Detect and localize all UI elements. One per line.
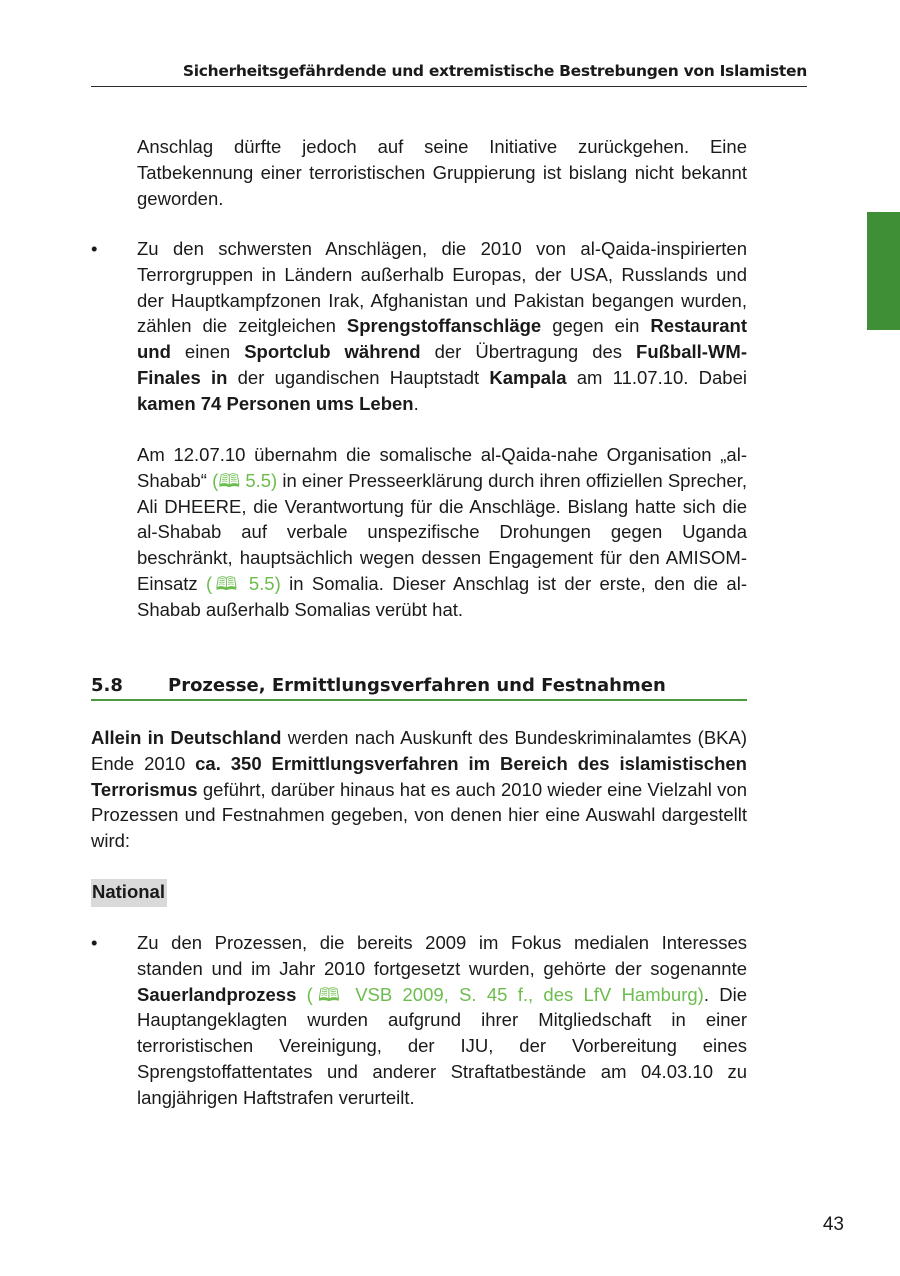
cross-reference: (🕮 5.5) bbox=[212, 469, 278, 491]
paragraph-germany-overview: Allein in Deutschland werden nach Auskunft des Bundeskriminalamtes (BKA) Ende 2010 ca. 350 Ermittlungsverfahren im Bereich des islamistischen Terrorismus geführt, darüber hinaus hat es auch 2010 wieder eine Vielzahl von Prozessen und Festnahmen gegeben, von denen hier eine Auswahl dargestellt wird: bbox=[91, 727, 748, 852]
bullet-marker: • bbox=[91, 238, 98, 259]
page-number: 43 bbox=[822, 1214, 844, 1235]
running-header: Sicherheitsgefährdende und extremistische Bestrebungen von Islamisten bbox=[91, 62, 807, 87]
chapter-tab-marker bbox=[867, 212, 900, 330]
cross-reference: (🕮 VSB 2009, S. 45 f., des LfV Hamburg) bbox=[306, 983, 704, 1005]
section-title: Prozesse, Ermittlungsverfahren und Festnahmen bbox=[168, 675, 666, 696]
bullet-marker: • bbox=[91, 932, 98, 953]
section-heading bbox=[91, 675, 747, 701]
section-number: 5.8 bbox=[91, 675, 123, 696]
paragraph-bullet-kampala: Zu den schwersten Anschlägen, die 2010 von al-Qaida-inspirierten Terrorgruppen in Ländern außerhalb Europas, der USA, Russlands und der Hauptkampfzonen Irak, Afghanistan und Pakistan begangen wurden, zählen die zeitgleichen Sprengstoffanschläge gegen ein Restaurant und einen Sportclub während der Übertragung des Fußball-WM-Finales in der ugandischen Hauptstadt Kampala am 11.07.10. Dabei kamen 74 Personen ums Leben. bbox=[137, 238, 747, 414]
subheading-national: National bbox=[91, 879, 167, 907]
paragraph-bullet-sauerland: Zu den Prozessen, die bereits 2009 im Fokus medialen Interesses standen und im Jahr 2010 fortgesetzt wurden, gehörte der sogenannte Sauerlandprozess (🕮 VSB 2009, S. 45 f., des LfV Hamburg). Die Hauptangeklagten wurden aufgrund ihrer Mitgliedschaft in einer terroristischen Vereinigung, der IJU, der Vorbereitung eines Sprengstoffattentates und anderer Straftatbestände am 04.03.10 zu langjährigen Haftstrafen verurteilt. bbox=[137, 932, 748, 1108]
cross-reference: (🕮 5.5) bbox=[206, 572, 281, 594]
paragraph-al-shabab: Am 12.07.10 übernahm die somalische al-Qaida-nahe Organisation „al-Shabab“ (🕮 5.5) in einer Presseerklärung durch ihren offiziellen Sprecher, Ali DHEERE, die Verantwortung für die Anschläge. Bislang hatte sich die al-Shabab auf verbale unspezifische Drohungen gegen Uganda beschränkt, hauptsächlich wegen dessen Engagement für den AMISOM-Einsatz (🕮 5.5) in Somalia. Dieser Anschlag ist der erste, den die al-Shabab außerhalb Somalias verübt hat. bbox=[137, 444, 748, 620]
paragraph-intro: Anschlag dürfte jedoch auf seine Initiative zurückgehen. Eine Tatbekennung einer terroristischen Gruppierung ist bislang nicht bekannt geworden. bbox=[137, 136, 747, 209]
